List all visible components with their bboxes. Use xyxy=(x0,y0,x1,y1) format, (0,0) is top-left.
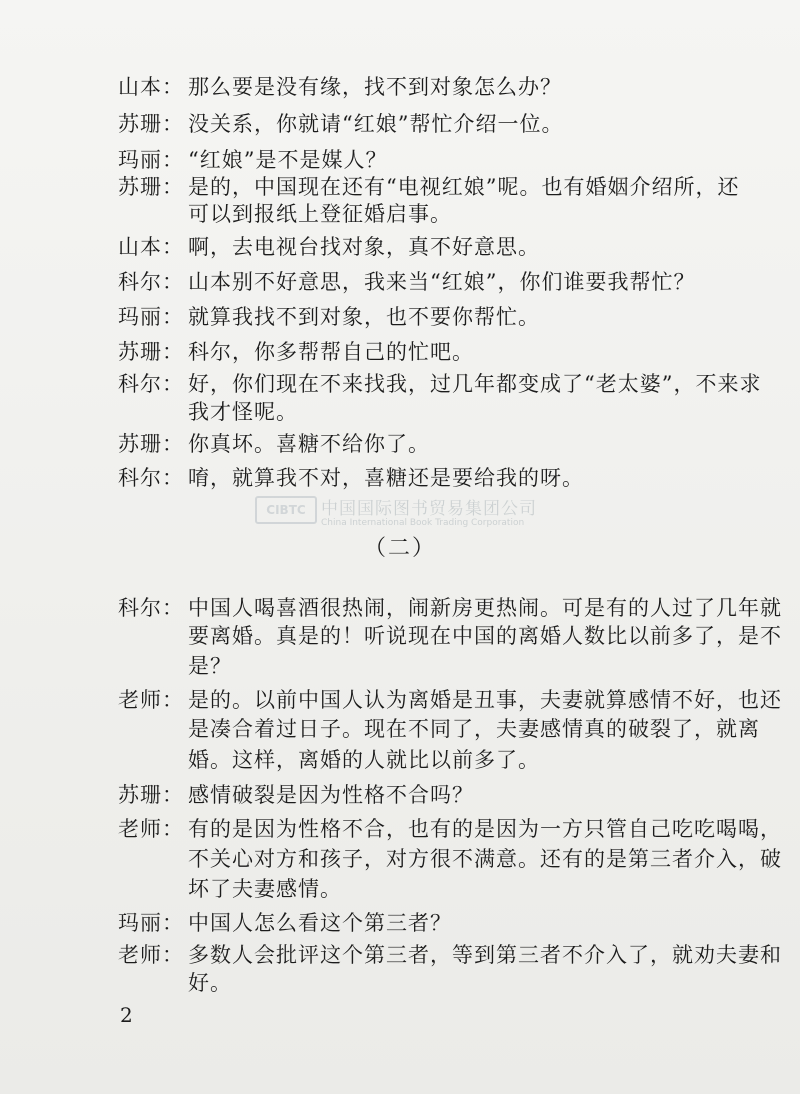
dialogue-text: 啊，去电视台找对象，真不好意思。 xyxy=(188,235,540,259)
dialogue-line xyxy=(118,302,798,332)
speaker-label: 科尔： xyxy=(118,596,184,620)
dialogue-continuation: 不关心对方和孩子，对方很不满意。还有的是第三者介入，破 xyxy=(188,847,782,871)
dialogue-line xyxy=(118,337,798,367)
dialogue-text: 那么要是没有缘，找不到对象怎么办？ xyxy=(188,75,562,99)
speaker-label: 玛丽： xyxy=(118,305,184,329)
speaker-label: 苏珊： xyxy=(118,783,184,807)
dialogue-text: 你真坏。喜糖不给你了。 xyxy=(188,432,430,456)
speaker-label: 苏珊： xyxy=(118,340,184,364)
speaker-label: 老师： xyxy=(118,817,184,841)
dialogue-line xyxy=(118,232,798,262)
dialogue-continuation: 我才怪呢。 xyxy=(188,400,298,424)
dialogue-line xyxy=(118,369,798,399)
section-title: （二） xyxy=(363,536,436,561)
dialogue-text: 唷，就算我不对，喜糖还是要给我的呀。 xyxy=(188,466,584,490)
dialogue-text: “红娘”是不是媒人？ xyxy=(188,148,388,172)
dialogue-continuation: 可以到报纸上登征婚启事。 xyxy=(188,202,452,226)
dialogue-text: 是的。以前中国人认为离婚是丑事，夫妻就算感情不好，也还 xyxy=(188,688,782,712)
dialogue-line xyxy=(118,145,798,175)
dialogue-line xyxy=(118,109,798,139)
speaker-label: 苏珊： xyxy=(118,112,184,136)
speaker-label: 老师： xyxy=(118,688,184,712)
speaker-label: 科尔： xyxy=(118,466,184,490)
dialogue-line xyxy=(118,940,798,970)
speaker-label: 山本： xyxy=(118,75,184,99)
dialogue-continuation: 坏了夫妻感情。 xyxy=(188,877,342,901)
dialogue-line xyxy=(118,429,798,459)
dialogue-text: 科尔，你多帮帮自己的忙吧。 xyxy=(188,340,474,364)
speaker-label: 山本： xyxy=(118,235,184,259)
publisher-watermark xyxy=(255,494,555,538)
dialogue-text: 没关系，你就请“红娘”帮忙介绍一位。 xyxy=(188,112,564,136)
speaker-label: 玛丽： xyxy=(118,148,184,172)
dialogue-text: 中国人喝喜酒很热闹，闹新房更热闹。可是有的人过了几年就 xyxy=(188,596,782,620)
speaker-label: 老师： xyxy=(118,943,184,967)
dialogue-continuation: 婚。这样，离婚的人就比以前多了。 xyxy=(188,748,540,772)
dialogue-continuation: 好。 xyxy=(188,971,232,995)
dialogue-line xyxy=(118,814,798,844)
dialogue-text: 山本别不好意思，我来当“红娘”，你们谁要我帮忙？ xyxy=(188,270,696,294)
watermark-subtext: China International Book Trading Corporation xyxy=(321,518,525,528)
dialogue-continuation: 是？ xyxy=(188,654,232,678)
speaker-label: 科尔： xyxy=(118,270,184,294)
dialogue-line xyxy=(118,463,798,493)
dialogue-text: 就算我找不到对象，也不要你帮忙。 xyxy=(188,305,540,329)
dialogue-line xyxy=(118,685,798,715)
dialogue-text: 中国人怎么看这个第三者？ xyxy=(188,911,452,935)
dialogue-text: 是的，中国现在还有“电视红娘”呢。也有婚姻介绍所，还 xyxy=(188,175,740,199)
watermark-text: 中国国际图书贸易集团公司 xyxy=(321,499,537,519)
speaker-label: 苏珊： xyxy=(118,175,184,199)
dialogue-text: 感情破裂是因为性格不合吗？ xyxy=(188,783,474,807)
dialogue-continuation: 是凑合着过日子。现在不同了，夫妻感情真的破裂了，就离 xyxy=(188,717,760,741)
dialogue-line xyxy=(118,780,798,810)
page-number: 2 xyxy=(120,1003,133,1027)
dialogue-continuation: 要离婚。真是的！听说现在中国的离婚人数比以前多了，是不 xyxy=(188,624,782,648)
speaker-label: 科尔： xyxy=(118,372,184,396)
watermark-logo: CIBTC xyxy=(255,496,317,524)
dialogue-line xyxy=(118,172,798,202)
dialogue-text: 多数人会批评这个第三者，等到第三者不介入了，就劝夫妻和 xyxy=(188,943,782,967)
dialogue-line xyxy=(118,908,798,938)
speaker-label: 苏珊： xyxy=(118,432,184,456)
dialogue-text: 有的是因为性格不合，也有的是因为一方只管自己吃吃喝喝， xyxy=(188,817,782,841)
dialogue-text: 好，你们现在不来找我，过几年都变成了“老太婆”，不来求 xyxy=(188,372,762,396)
dialogue-line xyxy=(118,593,798,623)
speaker-label: 玛丽： xyxy=(118,911,184,935)
dialogue-line xyxy=(118,267,798,297)
dialogue-line xyxy=(118,72,798,102)
